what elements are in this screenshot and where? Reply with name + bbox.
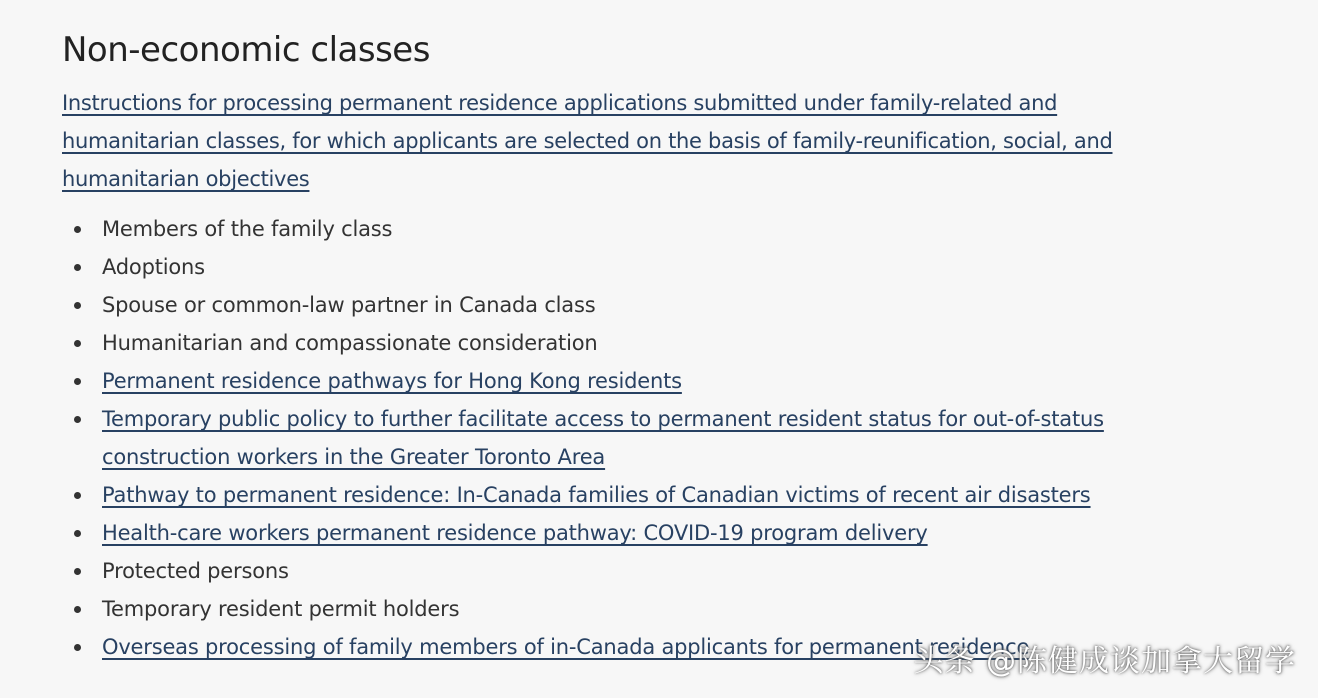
list-item: [102, 400, 1212, 476]
intro-link[interactable]: Instructions for processing permanent residence applications submitted under family-related and humanitarian classes, for which applicants are selected on the basis of family-reunification, social, and humanitarian objectives: [62, 91, 1113, 191]
watermark: 头条 @陈健成谈加拿大留学: [913, 644, 1296, 679]
list-item: [102, 286, 1212, 324]
list-item-text: Temporary resident permit holders: [102, 597, 460, 621]
list-item: [102, 362, 1212, 400]
list-item: [102, 324, 1212, 362]
hong-kong-pathways-link[interactable]: Permanent residence pathways for Hong Kong residents: [102, 369, 682, 393]
list-item-text: Protected persons: [102, 559, 289, 583]
overseas-processing-link[interactable]: Overseas processing of family members of in-Canada applicants for permanent residence: [102, 635, 1030, 659]
construction-workers-policy-link[interactable]: Temporary public policy to further facilitate access to permanent resident status for out-of-status construction workers in the Greater Toronto Area: [102, 407, 1104, 469]
air-disaster-families-link[interactable]: Pathway to permanent residence: In-Canada families of Canadian victims of recent air disasters: [102, 483, 1091, 507]
list-item: [102, 248, 1212, 286]
list-item-text: Adoptions: [102, 255, 205, 279]
list-item: [102, 552, 1212, 590]
list-item: [102, 590, 1212, 628]
list-item-text: Humanitarian and compassionate consideration: [102, 331, 598, 355]
list-item-text: Members of the family class: [102, 217, 393, 241]
health-care-workers-link[interactable]: Health-care workers permanent residence pathway: COVID-19 program delivery: [102, 521, 928, 545]
list-item-text: Spouse or common-law partner in Canada class: [102, 293, 596, 317]
list-item: [102, 514, 1212, 552]
list-item: [102, 210, 1212, 248]
section-title: Non-economic classes: [62, 30, 430, 70]
class-list: [62, 210, 1318, 666]
list-item: [102, 476, 1212, 514]
